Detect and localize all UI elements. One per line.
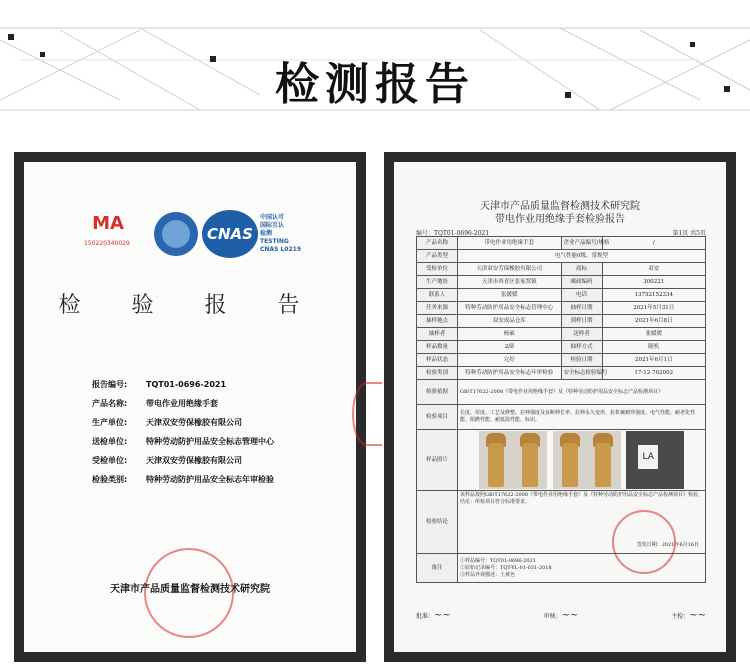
- side-seal: [352, 382, 382, 446]
- detail-subtitle: 带电作业用绝缘手套检验报告: [495, 214, 625, 225]
- official-seal: [612, 510, 676, 574]
- report-info-list: [92, 375, 342, 489]
- report-detail-page: [394, 162, 726, 652]
- report-title: 检 验 报 告: [58, 293, 322, 318]
- table-row: 检验依据 GB/T17622-2008《带电作业用绝缘手套》及《特种劳动防护用品安全标志产品检测项目》: [417, 380, 706, 405]
- glove-icon: [516, 433, 544, 487]
- label-photo: LA: [626, 431, 684, 489]
- detail-header: [394, 200, 726, 226]
- cnas-logo: [202, 210, 262, 258]
- table-row: 任务来源 特种劳动防护用品安全标志管理中心 抽样日期 2021年5月31日: [417, 302, 706, 315]
- cma-icon: MA: [92, 213, 124, 234]
- cnas-icon: CNAS: [202, 210, 258, 258]
- table-row: 样品照片 LA: [417, 430, 706, 491]
- table-row: 备注 ①样品编号：TQT01-0696-2021 ②原始记录编号：TQT-YL-01-031-2018 ③样品外观描述：土黄色: [417, 554, 706, 583]
- glove-icon: [589, 433, 617, 487]
- table-row: 检验结论 该样品按照GB/T17622-2008《带电作业用绝缘手套》及《特种劳动防护用品安全标志产品检测项目》检验，结论：所检项目符合标准要求。 签发日期：2021年6月16日: [417, 491, 706, 554]
- info-row: 受检单位: 天津双安劳保橡胶有限公司: [92, 456, 242, 465]
- report-cover-page: [24, 162, 356, 652]
- table-row: 受检单位 天津双安劳保橡胶有限公司 商标 双安: [417, 263, 706, 276]
- table-row: 检验项目 长度、厚度、工艺及修整、拉伸强度及扯断伸长率、拉伸永久变形、抗机械刺穿强度、电气性能、耐老化性能、阻燃性能、耐低温性能、标识。: [417, 405, 706, 430]
- table-row: 抽样地点 双安成品仓库 到样日期 2021年6月8日: [417, 315, 706, 328]
- left-document-frame: [14, 152, 366, 662]
- table-row: 产品类型 电气性能0级，常规型: [417, 250, 706, 263]
- checker: 主检：~~: [671, 609, 706, 621]
- signature-date: 签发日期：2021年6月16日: [636, 542, 699, 548]
- ilac-mra-icon: [154, 212, 198, 256]
- conclusion-text: 该样品按照GB/T17622-2008《带电作业用绝缘手套》及《特种劳动防护用品安全标志产品检测项目》检验，结论：所检项目符合标准要求。: [460, 492, 704, 505]
- info-row: 送检单位: 特种劳动防护用品安全标志管理中心: [92, 437, 274, 446]
- cma-logo: [84, 214, 140, 254]
- cnas-caption: 中国认可 国际互认 检测 TESTING CNAS L0219: [260, 214, 302, 253]
- right-document-frame: [384, 152, 736, 662]
- info-row: 产品名称: 带电作业用绝缘手套: [92, 399, 218, 408]
- reviewer: 审核：~~: [543, 609, 579, 621]
- table-row: 样品数量 2副 抽样方式 随机: [417, 341, 706, 354]
- sample-photo: [479, 431, 547, 489]
- banner-title: 检测报告: [275, 59, 475, 110]
- table-row: 生产地址 天津市西青区张家窝镇 邮政编码 300221: [417, 276, 706, 289]
- glove-icon: [556, 433, 584, 487]
- detail-institute: 天津市产品质量监督检测技术研究院: [480, 201, 640, 212]
- approver: 批准：~~: [416, 609, 451, 621]
- table-row: 样品状态 完好 检验日期 2021年6月1日: [417, 354, 706, 367]
- table-row: 联系人 张媛媛 电话 13752152334: [417, 289, 706, 302]
- info-row: 检验类别: 特种劳动防护用品安全标志年审检验: [92, 475, 274, 484]
- detail-page-no: 第1页 共5页: [672, 230, 706, 237]
- table-row: 产品名称 带电作业用绝缘手套 企业产品编号/规格 /: [417, 237, 706, 250]
- signature-row: [416, 608, 706, 622]
- institute-name: 天津市产品质量监督检测技术研究院: [110, 584, 270, 595]
- table-row: 检验类别 特种劳动防护用品安全标志年审检验 安全标志检验编号 17-12-702002: [417, 367, 706, 380]
- info-row: 报告编号: TQT01-0696-2021: [92, 380, 227, 389]
- info-row: 生产单位: 天津双安劳保橡胶有限公司: [92, 418, 242, 427]
- cma-number: 150220340029: [84, 240, 130, 247]
- certification-logos: [84, 206, 344, 266]
- banner: [0, 0, 750, 135]
- table-row: 抽样者 杨硕 送样者 张媛媛: [417, 328, 706, 341]
- glove-icon: [482, 433, 510, 487]
- detail-report-no: 编号：TQT01-0696-2021: [416, 230, 490, 237]
- sample-photo: [553, 431, 621, 489]
